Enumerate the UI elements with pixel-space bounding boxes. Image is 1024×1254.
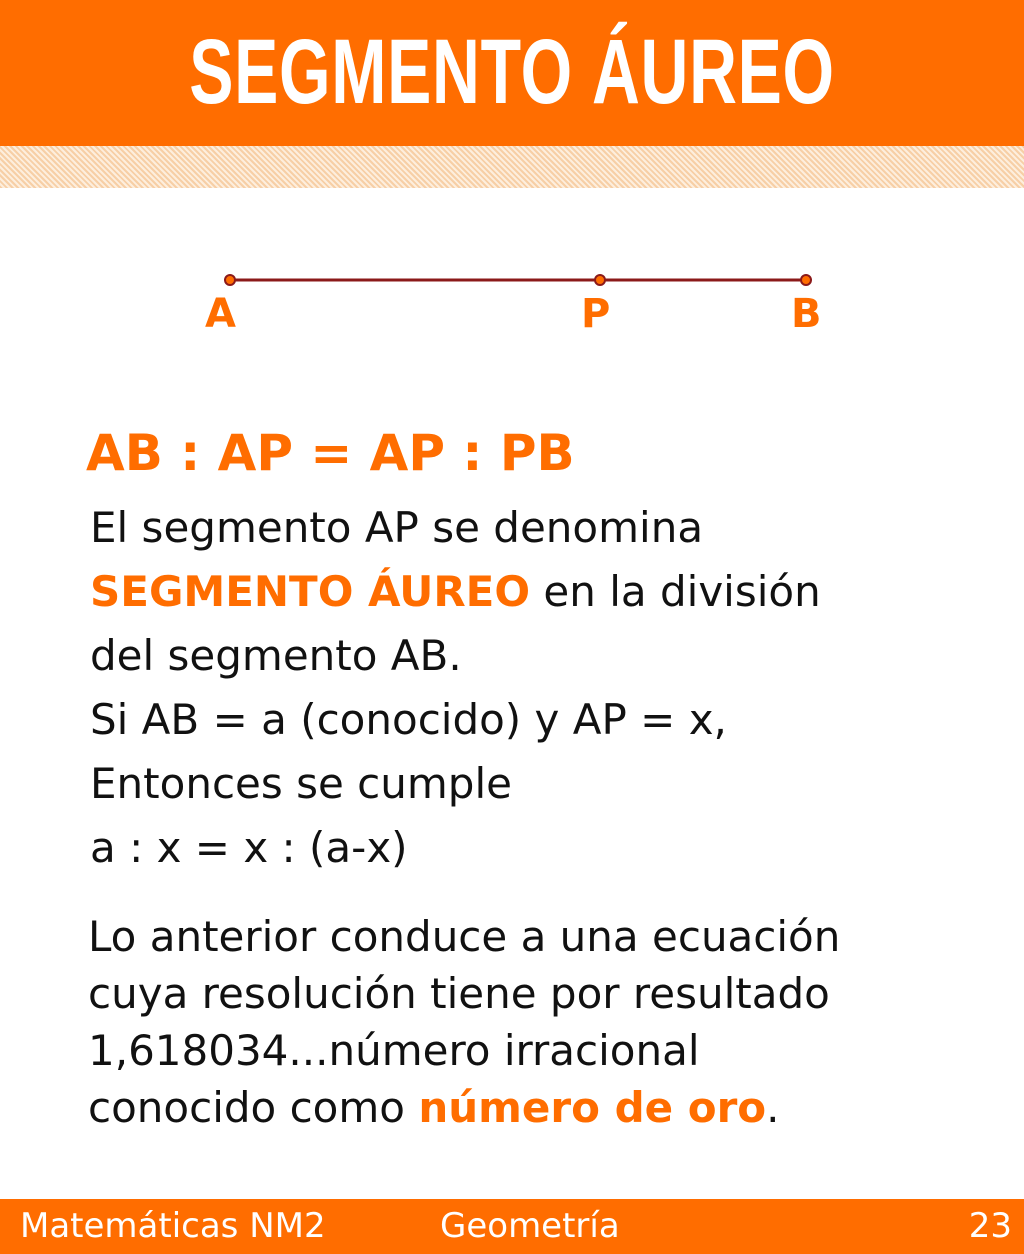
- footer-bar: [0, 1199, 1024, 1254]
- conclusion-line: cuya resolución tiene por resultado: [88, 969, 830, 1018]
- page-number: 23: [968, 1206, 1012, 1246]
- footer-topic: Geometría: [440, 1206, 620, 1246]
- definition-line: Entonces se cumple: [90, 759, 512, 808]
- conclusion-line: 1,618034...número irracional: [88, 1026, 700, 1075]
- point-p-marker: [595, 275, 605, 285]
- header-bar: [0, 0, 1024, 146]
- definition-line: Si AB = a (conocido) y AP = x,: [90, 695, 727, 744]
- point-b-marker: [801, 275, 811, 285]
- conclusion-line: conocido como número de oro.: [88, 1083, 780, 1132]
- segment-diagram: [0, 250, 1024, 310]
- footer-subject: Matemáticas NM2: [20, 1206, 326, 1246]
- golden-ratio-formula: AB : AP = AP : PB: [86, 424, 575, 482]
- highlight-term: número de oro: [418, 1083, 767, 1132]
- definition-paragraph: [90, 496, 990, 880]
- point-a-marker: [225, 275, 235, 285]
- page-title: SEGMENTO ÁUREO: [189, 21, 835, 123]
- proportion-equation: a : x = x : (a-x): [90, 823, 408, 872]
- definition-line: SEGMENTO ÁUREO en la división: [90, 567, 821, 616]
- point-p-label: P: [581, 291, 611, 337]
- point-a-label: A: [205, 291, 236, 337]
- highlight-term: SEGMENTO ÁUREO: [90, 567, 531, 616]
- point-b-label: B: [791, 291, 822, 337]
- conclusion-paragraph: [88, 908, 988, 1136]
- definition-line: El segmento AP se denomina: [90, 503, 704, 552]
- conclusion-line: Lo anterior conduce a una ecuación: [88, 912, 841, 961]
- header-stripe: [0, 146, 1024, 188]
- definition-line: del segmento AB.: [90, 631, 462, 680]
